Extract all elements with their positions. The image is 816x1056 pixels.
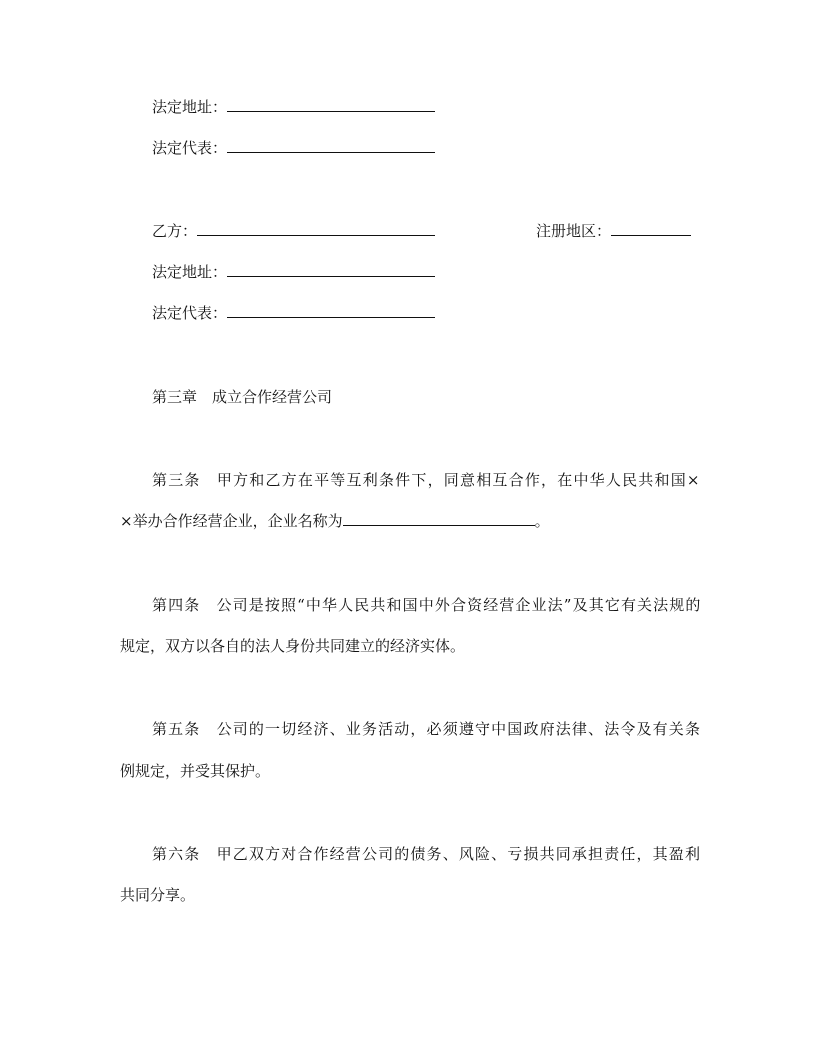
article-4-line-1: 第四条 公司是按照“中华人民共和国中外合资经营企业法”及其它有关法规的 <box>152 596 702 614</box>
party-a-rep-row <box>152 138 435 158</box>
party-b-name-label: 乙方： <box>152 222 198 240</box>
article-3-line-2-suffix: 。 <box>534 512 550 530</box>
party-b-name-row <box>152 221 435 241</box>
party-b-rep-blank[interactable] <box>227 303 435 318</box>
party-a-address-row <box>152 97 435 117</box>
party-b-name-blank[interactable] <box>197 221 435 236</box>
article-6-line-1: 第六条 甲乙双方对合作经营公司的债务、风险、亏损共同承担责任，其盈利 <box>152 845 702 863</box>
party-a-address-blank[interactable] <box>227 97 435 112</box>
party-a-rep-blank[interactable] <box>227 138 435 153</box>
article-6-line-2: 共同分享。 <box>120 886 196 904</box>
party-b-region-label: 注册地区： <box>536 222 612 240</box>
article-4-line-2: 规定，双方以各自的法人身份共同建立的经济实体。 <box>120 637 466 655</box>
article-5-line-2: 例规定，并受其保护。 <box>120 762 271 780</box>
party-b-rep-row <box>152 303 435 323</box>
party-b-address-blank[interactable] <box>227 262 435 277</box>
party-a-address-label: 法定地址： <box>152 98 228 116</box>
article-3-line-2 <box>120 511 550 531</box>
chapter-heading: 第三章 成立合作经营公司 <box>152 388 333 406</box>
party-b-address-row <box>152 262 435 282</box>
article-3-line-2-prefix: ×举办合作经营企业，企业名称为 <box>120 512 343 530</box>
party-a-rep-label: 法定代表： <box>152 139 228 157</box>
article-3-line-1: 第三条 甲方和乙方在平等互利条件下，同意相互合作，在中华人民共和国× <box>152 471 701 489</box>
article-5-line-1: 第五条 公司的一切经济、业务活动，必须遵守中国政府法律、法令及有关条 <box>152 720 702 738</box>
party-b-region-row <box>536 221 691 241</box>
party-b-rep-label: 法定代表： <box>152 304 228 322</box>
party-b-address-label: 法定地址： <box>152 263 228 281</box>
party-b-region-blank[interactable] <box>611 221 691 236</box>
company-name-blank[interactable] <box>343 511 535 526</box>
